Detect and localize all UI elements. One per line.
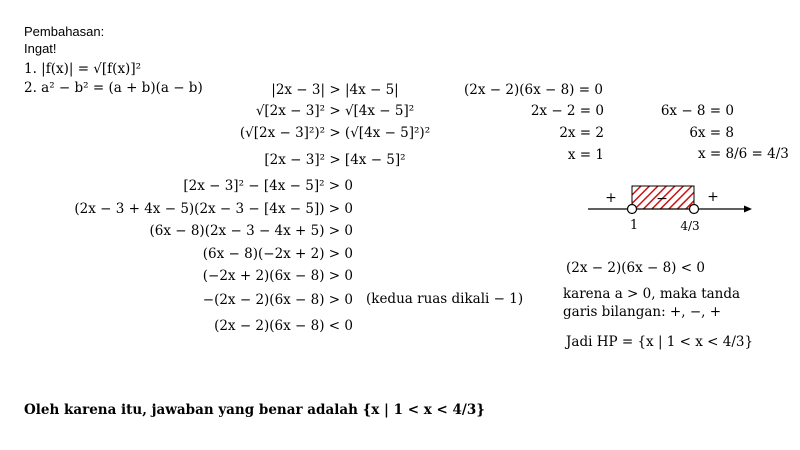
sign-left: + <box>605 190 617 206</box>
step-6: (2x − 3 + 4x − 5)(2x − 3 − [4x − 5]) > 0 <box>74 201 353 217</box>
point-label-2: 4/3 <box>680 219 700 233</box>
point-label-1: 1 <box>629 218 639 233</box>
roots-equation: (2x − 2)(6x − 8) = 0 <box>464 82 603 98</box>
rule-2: 2. a² − b² = (a + b)(a − b) <box>24 80 203 96</box>
step-8: (6x − 8)(−2x + 2) > 0 <box>202 246 353 262</box>
step-4: [2x − 3]² > [4x − 5]² <box>264 152 406 168</box>
root-left-3: x = 1 <box>567 147 604 163</box>
reminder: Ingat! <box>24 41 57 56</box>
axis-arrow-icon <box>744 206 752 213</box>
root-left-1: 2x − 2 = 0 <box>530 103 604 119</box>
open-point-2 <box>690 205 699 214</box>
step-11: (2x − 2)(6x − 8) < 0 <box>214 318 353 334</box>
step-9: (−2x + 2)(6x − 8) > 0 <box>202 268 353 284</box>
solution-set: Jadi HP = {x | 1 < x < 4/3} <box>566 334 754 350</box>
reason-line-1: karena a > 0, maka tanda <box>563 286 741 302</box>
reason-line-2: garis bilangan: +, −, + <box>563 304 722 320</box>
number-line <box>580 178 760 260</box>
step-10: −(2x − 2)(6x − 8) > 0 <box>202 292 353 308</box>
step-7: (6x − 8)(2x − 3 − 4x + 5) > 0 <box>149 223 353 239</box>
rule-1: 1. |f(x)| = √[f(x)]² <box>24 61 141 77</box>
step-3: (√[2x − 3]²)² > (√[4x − 5]²)² <box>239 125 431 141</box>
final-answer: Oleh karena itu, jawaban yang benar adalah {x | 1 < x < 4/3} <box>24 402 485 418</box>
sign-right: + <box>707 189 719 205</box>
root-right-1: 6x − 8 = 0 <box>660 103 734 119</box>
conclusion-inequality: (2x − 2)(6x − 8) < 0 <box>566 260 705 276</box>
heading: Pembahasan: <box>24 24 105 39</box>
open-point-1 <box>628 205 637 214</box>
root-right-3: x = 8/6 = 4/3 <box>698 146 789 162</box>
step-1: |2x − 3| > |4x − 5| <box>271 82 399 98</box>
step-2: √[2x − 3]² > √[4x − 5]² <box>255 103 415 119</box>
root-left-2: 2x = 2 <box>559 125 604 141</box>
step-5: [2x − 3]² − [4x − 5]² > 0 <box>183 178 353 194</box>
root-right-2: 6x = 8 <box>689 125 734 141</box>
step-note: (kedua ruas dikali − 1) <box>366 291 524 307</box>
sign-middle: − <box>656 191 668 207</box>
